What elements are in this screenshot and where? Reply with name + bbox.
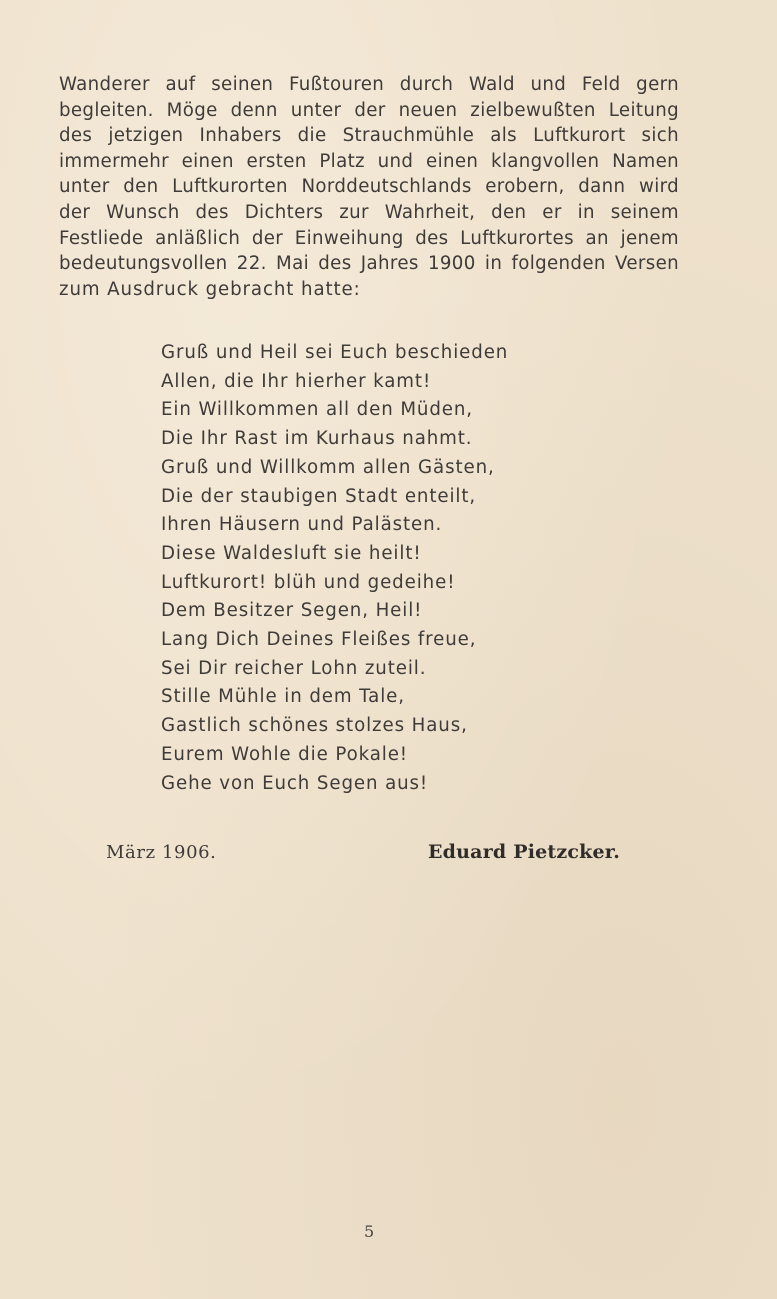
poem-line-7: Ihren Häusern und Palästen. — [161, 514, 443, 536]
prose-paragraph — [59, 72, 679, 302]
poem-line-5: Gruß und Willkomm allen Gästen, — [161, 456, 495, 478]
poem-line-15: Eurem Wohle die Pokale! — [161, 743, 408, 765]
prose-line-9: zum Ausdruck gebracht hatte: — [59, 278, 361, 300]
prose-line-8: bedeutungsvollen 22. Mai des Jahres 1900 in folgenden Versen — [59, 253, 679, 275]
prose-line-2: begleiten. Möge denn unter der neuen zielbewußten Leitung — [59, 99, 679, 121]
poem-line-6: Die der staubigen Stadt enteilt, — [161, 485, 477, 507]
prose-line-3: des jetzigen Inhabers die Strauchmühle als Luftkurort sich — [59, 125, 679, 147]
poem-line-11: Lang Dich Deines Fleißes freue, — [161, 629, 477, 651]
poem-line-12: Sei Dir reicher Lohn zuteil. — [161, 657, 427, 679]
poem-line-3: Ein Willkommen all den Müden, — [161, 399, 473, 421]
prose-line-1: Wanderer auf seinen Fußtouren durch Wald und Feld gern — [59, 74, 679, 95]
poem-line-14: Gastlich schönes stolzes Haus, — [161, 715, 468, 737]
poem-line-8: Diese Waldesluft sie heilt! — [161, 542, 422, 564]
poem-line-2: Allen, die Ihr hierher kamt! — [161, 370, 432, 392]
poem-line-13: Stille Mühle in dem Tale, — [161, 686, 405, 708]
poem-line-4: Die Ihr Rast im Kurhaus nahmt. — [161, 428, 473, 450]
prose-line-7: Festliede anläßlich der Einweihung des Luftkurortes an jenem — [59, 227, 679, 249]
poem-line-9: Luftkurort! blüh und gedeihe! — [161, 571, 456, 593]
poem-line-10: Dem Besitzer Segen, Heil! — [161, 600, 423, 622]
signoff-date: März 1906. — [106, 842, 217, 863]
poem-line-16: Gehe von Euch Segen aus! — [161, 772, 429, 794]
poem-stanza — [161, 339, 541, 798]
prose-line-5: unter den Luftkurorten Norddeutschlands erobern, dann wird — [59, 176, 679, 198]
prose-line-6: der Wunsch des Dichters zur Wahrheit, den er in seinem — [59, 201, 679, 223]
prose-line-4: immermehr einen ersten Platz und einen klangvollen Namen — [59, 150, 679, 172]
page-number: 5 — [364, 1222, 375, 1241]
signoff-author: Eduard Pietzcker. — [428, 841, 621, 863]
poem-line-1: Gruß und Heil sei Euch beschieden — [161, 342, 509, 363]
